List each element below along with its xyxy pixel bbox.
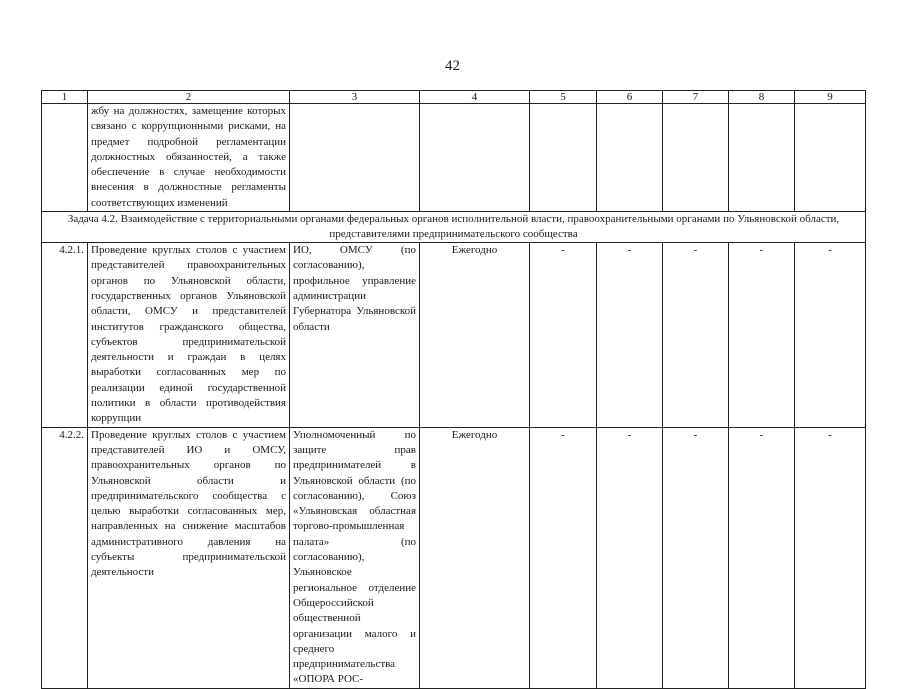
row-term: Ежегодно (420, 243, 530, 428)
header-col-4: 4 (420, 91, 530, 104)
row-col-9: - (795, 243, 866, 428)
row-col-8: - (729, 427, 795, 688)
carry-cell-7 (663, 104, 729, 212)
header-col-5: 5 (530, 91, 597, 104)
row-term: Ежегодно (420, 427, 530, 688)
row-number: 4.2.1. (42, 243, 88, 428)
carry-cell-4 (420, 104, 530, 212)
carry-num-cell (42, 104, 88, 212)
task-row (42, 212, 866, 243)
header-col-9: 9 (795, 91, 866, 104)
row-col-8: - (729, 243, 795, 428)
row-col-5: - (530, 243, 597, 428)
row-number: 4.2.2. (42, 427, 88, 688)
measures-table (41, 90, 866, 689)
header-col-8: 8 (729, 91, 795, 104)
page-number: 42 (445, 58, 460, 74)
header-row (42, 91, 866, 104)
task-heading: Задача 4.2. Взаимодействие с территориальными органами федеральных органов исполнительной власти, правоохранительными органами по Ульяновской области, представителями предпринимательского сообщества (42, 212, 866, 243)
row-responsible: Уполномоченный по защите прав предпринимателей в Ульяновской области (по согласованию), Союз «Ульяновская областная торгово-промышленная палата» (по согласованию), Ульяновское региональное отделение Общероссийской общественной организации малого и среднего предпринимательства «ОПОРА РОС- (290, 427, 420, 688)
row-col-6: - (597, 427, 663, 688)
header-col-7: 7 (663, 91, 729, 104)
row-col-7: - (663, 427, 729, 688)
header-col-6: 6 (597, 91, 663, 104)
carry-description-cell: жбу на должностях, замещение которых связано с коррупционными рисками, на предмет подробной регламентации должностных обязанностей, а также обеспечение в случае необходимости внесения в должностные регламенты соответствующих изменений (88, 104, 290, 212)
header-col-3: 3 (290, 91, 420, 104)
header-col-1: 1 (42, 91, 88, 104)
row-description: Проведение круглых столов с участием представителей правоохранительных органов по Ульяновской области, государственных органов Ульяновской области, ОМСУ и представителей институтов гражданского общества, субъектов предпринимательской деятельности и граждан в целях выработки согласованных мер по реализации единой государственной политики в области противодействия коррупции (88, 243, 290, 428)
carry-over-row (42, 104, 866, 212)
table-row (42, 243, 866, 428)
row-responsible: ИО, ОМСУ (по согласованию), профильное управление администрации Губернатора Ульяновской области (290, 243, 420, 428)
table-row (42, 427, 866, 688)
row-col-9: - (795, 427, 866, 688)
carry-cell-9 (795, 104, 866, 212)
carry-cell-8 (729, 104, 795, 212)
row-description: Проведение круглых столов с участием представителей ИО и ОМСУ, правоохранительных органов по Ульяновской области и предпринимательского сообщества с целью выработки согласованных мер, направленных на снижение масштабов административного давления на субъекты предпринимательской деятельности (88, 427, 290, 688)
row-col-5: - (530, 427, 597, 688)
carry-cell-6 (597, 104, 663, 212)
row-col-6: - (597, 243, 663, 428)
header-col-2: 2 (88, 91, 290, 104)
carry-cell-5 (530, 104, 597, 212)
row-col-7: - (663, 243, 729, 428)
carry-cell-3 (290, 104, 420, 212)
